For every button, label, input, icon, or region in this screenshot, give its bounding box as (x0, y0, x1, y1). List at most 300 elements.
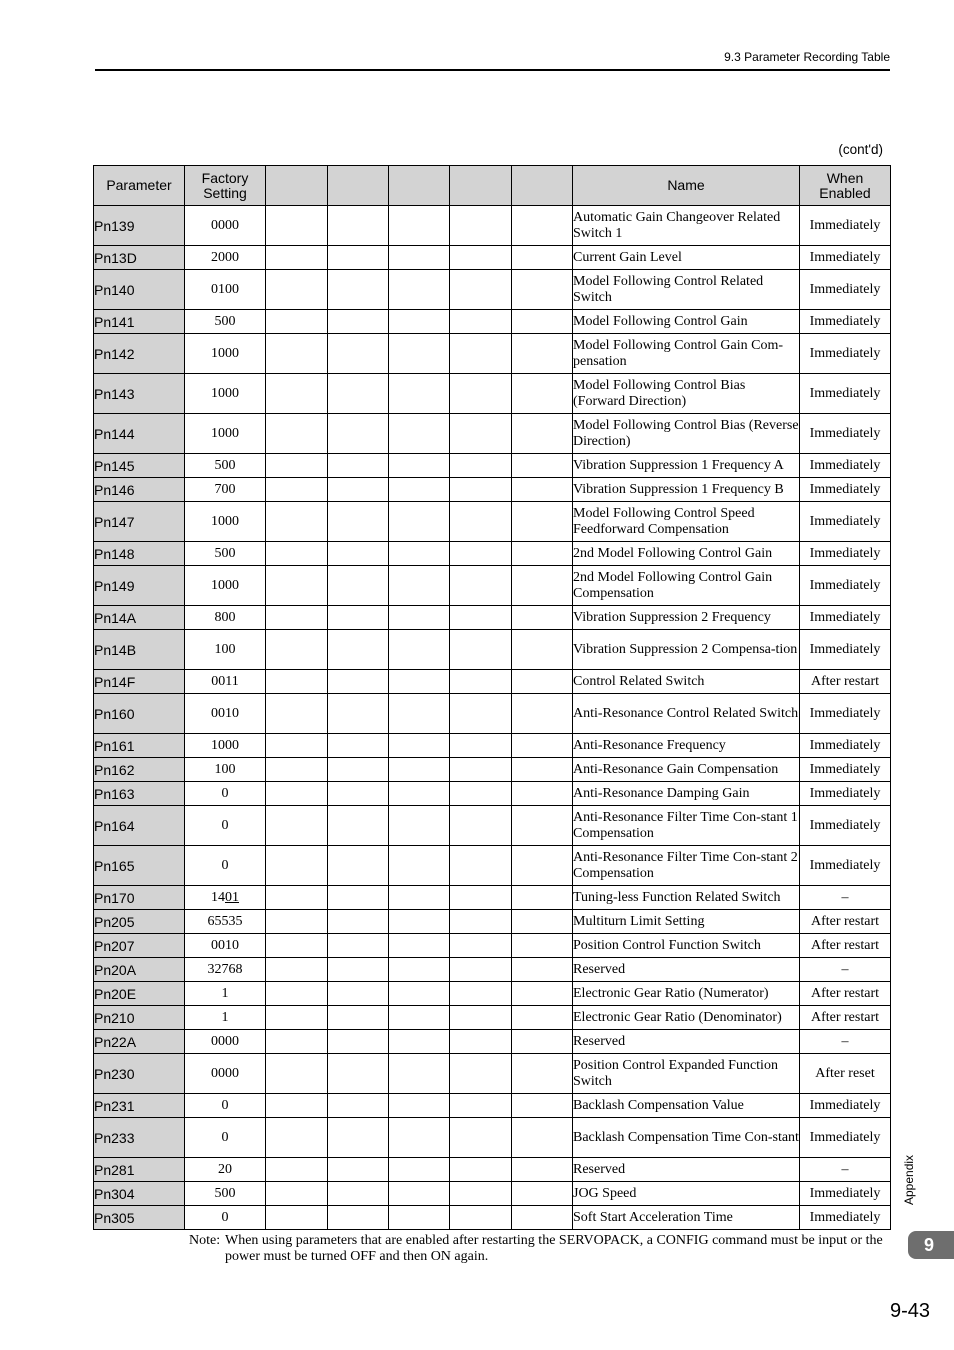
parameter-number: Pn145 (94, 454, 185, 478)
recording-cell (389, 782, 450, 806)
recording-cell (328, 886, 389, 910)
recording-cell (389, 1054, 450, 1094)
table-header-row (94, 166, 891, 206)
factory-setting-value: 500 (185, 542, 266, 566)
parameter-number: Pn230 (94, 1054, 185, 1094)
recording-cell (328, 958, 389, 982)
recording-cell (266, 734, 328, 758)
recording-cell (328, 694, 389, 734)
parameter-number: Pn147 (94, 502, 185, 542)
recording-cell (266, 1030, 328, 1054)
factory-setting-value: 2000 (185, 246, 266, 270)
recording-cell (266, 374, 328, 414)
recording-cell (266, 846, 328, 886)
recording-cell (266, 670, 328, 694)
recording-cell (328, 982, 389, 1006)
recording-cell (266, 1118, 328, 1158)
when-enabled-value: Immediately (800, 1182, 891, 1206)
recording-cell (266, 310, 328, 334)
factory-setting-value: 1000 (185, 334, 266, 374)
table-row (94, 454, 891, 478)
recording-cell (512, 478, 573, 502)
recording-cell (512, 934, 573, 958)
column-header-blank (450, 166, 512, 206)
recording-cell (450, 1006, 512, 1030)
table-row (94, 566, 891, 606)
recording-cell (389, 1182, 450, 1206)
column-header-blank (266, 166, 328, 206)
recording-cell (389, 414, 450, 454)
when-enabled-value: Immediately (800, 782, 891, 806)
recording-cell (512, 846, 573, 886)
parameter-name: Backlash Compensation Value (573, 1094, 800, 1118)
chapter-tab: 9 (908, 1231, 954, 1259)
parameter-name: Multiturn Limit Setting (573, 910, 800, 934)
parameter-number: Pn163 (94, 782, 185, 806)
recording-cell (389, 1118, 450, 1158)
recording-cell (328, 782, 389, 806)
parameter-name: Model Following Control Bias (Reverse Direction) (573, 414, 800, 454)
recording-cell (328, 374, 389, 414)
recording-cell (328, 334, 389, 374)
header-rule (95, 69, 890, 71)
recording-cell (450, 982, 512, 1006)
recording-cell (328, 910, 389, 934)
running-header: 9.3 Parameter Recording Table (724, 50, 890, 64)
recording-cell (450, 206, 512, 246)
recording-cell (450, 846, 512, 886)
factory-setting-value: 0011 (185, 670, 266, 694)
recording-cell (266, 502, 328, 542)
factory-setting-value: 32768 (185, 958, 266, 982)
recording-cell (328, 1182, 389, 1206)
recording-cell (512, 782, 573, 806)
recording-cell (512, 566, 573, 606)
recording-cell (266, 1054, 328, 1094)
parameter-name: Anti-Resonance Gain Compensation (573, 758, 800, 782)
recording-cell (512, 502, 573, 542)
parameter-name: Electronic Gear Ratio (Numerator) (573, 982, 800, 1006)
parameter-name: 2nd Model Following Control Gain Compensation (573, 566, 800, 606)
continued-label: (cont'd) (838, 142, 883, 157)
recording-cell (266, 806, 328, 846)
table-row (94, 670, 891, 694)
factory-setting-value: 500 (185, 454, 266, 478)
appendix-side-label: Appendix (902, 1154, 916, 1205)
recording-cell (450, 1030, 512, 1054)
column-header-blank (512, 166, 573, 206)
recording-cell (512, 454, 573, 478)
parameter-number: Pn170 (94, 886, 185, 910)
when-enabled-value: After reset (800, 1054, 891, 1094)
recording-cell (389, 478, 450, 502)
recording-cell (328, 806, 389, 846)
recording-cell (389, 1158, 450, 1182)
when-enabled-value: Immediately (800, 806, 891, 846)
when-enabled-value: Immediately (800, 478, 891, 502)
recording-cell (512, 246, 573, 270)
parameter-name: Anti-Resonance Control Related Switch (573, 694, 800, 734)
recording-cell (450, 630, 512, 670)
recording-cell (389, 806, 450, 846)
table-row (94, 934, 891, 958)
parameter-number: Pn164 (94, 806, 185, 846)
column-header-parameter: Parameter (94, 166, 185, 206)
parameter-table (93, 165, 891, 1230)
recording-cell (266, 478, 328, 502)
factory-setting-value: 0000 (185, 206, 266, 246)
recording-cell (328, 414, 389, 454)
parameter-name: Position Control Expanded Function Switch (573, 1054, 800, 1094)
recording-cell (512, 1030, 573, 1054)
parameter-name: Tuning-less Function Related Switch (573, 886, 800, 910)
parameter-name: Model Following Control Gain Com-pensation (573, 334, 800, 374)
factory-setting-value (185, 886, 266, 910)
recording-cell (512, 414, 573, 454)
when-enabled-value: Immediately (800, 734, 891, 758)
parameter-number: Pn207 (94, 934, 185, 958)
parameter-number: Pn205 (94, 910, 185, 934)
recording-cell (512, 1094, 573, 1118)
parameter-number: Pn143 (94, 374, 185, 414)
parameter-name: Anti-Resonance Damping Gain (573, 782, 800, 806)
factory-setting-value: 1 (185, 982, 266, 1006)
parameter-number: Pn142 (94, 334, 185, 374)
recording-cell (266, 1094, 328, 1118)
recording-cell (266, 782, 328, 806)
recording-cell (512, 270, 573, 310)
recording-cell (266, 958, 328, 982)
recording-cell (450, 734, 512, 758)
parameter-name: Current Gain Level (573, 246, 800, 270)
recording-cell (328, 1054, 389, 1094)
table-row (94, 1206, 891, 1230)
parameter-number: Pn146 (94, 478, 185, 502)
recording-cell (512, 1158, 573, 1182)
parameter-number: Pn141 (94, 310, 185, 334)
parameter-number: Pn231 (94, 1094, 185, 1118)
parameter-name: Electronic Gear Ratio (Denominator) (573, 1006, 800, 1030)
recording-cell (450, 910, 512, 934)
parameter-number: Pn14B (94, 630, 185, 670)
recording-cell (266, 270, 328, 310)
recording-cell (389, 502, 450, 542)
parameter-name: Control Related Switch (573, 670, 800, 694)
recording-cell (389, 982, 450, 1006)
parameter-number: Pn20A (94, 958, 185, 982)
table-row (94, 1158, 891, 1182)
when-enabled-value: After restart (800, 910, 891, 934)
table-row (94, 1118, 891, 1158)
parameter-name: JOG Speed (573, 1182, 800, 1206)
recording-cell (389, 734, 450, 758)
factory-setting-value: 0100 (185, 270, 266, 310)
table-row (94, 1030, 891, 1054)
table-row (94, 630, 891, 670)
recording-cell (328, 502, 389, 542)
parameter-number: Pn14A (94, 606, 185, 630)
recording-cell (450, 958, 512, 982)
when-enabled-value: Immediately (800, 566, 891, 606)
recording-cell (389, 670, 450, 694)
recording-cell (328, 734, 389, 758)
recording-cell (328, 310, 389, 334)
parameter-name: Model Following Control Bias (Forward Direction) (573, 374, 800, 414)
recording-cell (512, 982, 573, 1006)
recording-cell (389, 934, 450, 958)
recording-cell (512, 1118, 573, 1158)
parameter-number: Pn144 (94, 414, 185, 454)
recording-cell (389, 374, 450, 414)
recording-cell (266, 1206, 328, 1230)
parameter-name: Vibration Suppression 1 Frequency B (573, 478, 800, 502)
parameter-number: Pn304 (94, 1182, 185, 1206)
recording-cell (389, 1094, 450, 1118)
table-row (94, 502, 891, 542)
column-header-blank (328, 166, 389, 206)
table-row (94, 414, 891, 454)
recording-cell (328, 542, 389, 566)
table-row (94, 374, 891, 414)
recording-cell (512, 910, 573, 934)
parameter-name: Model Following Control Speed Feedforward Compensation (573, 502, 800, 542)
recording-cell (266, 886, 328, 910)
recording-cell (450, 934, 512, 958)
parameter-name: Model Following Control Gain (573, 310, 800, 334)
factory-setting-value: 20 (185, 1158, 266, 1182)
when-enabled-value: Immediately (800, 846, 891, 886)
recording-cell (266, 1158, 328, 1182)
factory-setting-value: 0 (185, 1094, 266, 1118)
recording-cell (328, 478, 389, 502)
recording-cell (389, 1030, 450, 1054)
when-enabled-value: Immediately (800, 1118, 891, 1158)
when-enabled-value: Immediately (800, 1094, 891, 1118)
recording-cell (266, 566, 328, 606)
recording-cell (450, 270, 512, 310)
recording-cell (450, 502, 512, 542)
recording-cell (512, 630, 573, 670)
recording-cell (389, 270, 450, 310)
table-row (94, 478, 891, 502)
recording-cell (512, 1206, 573, 1230)
when-enabled-value: Immediately (800, 630, 891, 670)
when-enabled-value: – (800, 886, 891, 910)
recording-cell (266, 542, 328, 566)
recording-cell (450, 1118, 512, 1158)
recording-cell (450, 374, 512, 414)
note-text: When using parameters that are enabled after restarting the SERVOPACK, a CONFIG command must be input or the power must be turned OFF and then ON again. (225, 1233, 883, 1264)
factory-setting-value: 1 (185, 1006, 266, 1030)
parameter-name: Backlash Compensation Time Con-stant (573, 1118, 800, 1158)
recording-cell (328, 758, 389, 782)
parameter-name: Reserved (573, 1030, 800, 1054)
parameter-name: Automatic Gain Changeover Related Switch 1 (573, 206, 800, 246)
note-label: Note: (189, 1233, 221, 1248)
recording-cell (328, 934, 389, 958)
parameter-number: Pn149 (94, 566, 185, 606)
factory-setting-value: 1000 (185, 374, 266, 414)
table-row (94, 1006, 891, 1030)
parameter-number: Pn160 (94, 694, 185, 734)
recording-cell (512, 694, 573, 734)
recording-cell (266, 694, 328, 734)
recording-cell (328, 270, 389, 310)
when-enabled-value: – (800, 1158, 891, 1182)
recording-cell (389, 566, 450, 606)
factory-setting-value: 0 (185, 846, 266, 886)
recording-cell (389, 310, 450, 334)
table-row (94, 310, 891, 334)
recording-cell (389, 206, 450, 246)
recording-cell (512, 206, 573, 246)
parameter-name: Soft Start Acceleration Time (573, 1206, 800, 1230)
recording-cell (450, 606, 512, 630)
recording-cell (450, 886, 512, 910)
recording-cell (266, 910, 328, 934)
recording-cell (450, 246, 512, 270)
recording-cell (450, 1158, 512, 1182)
when-enabled-value: After restart (800, 670, 891, 694)
recording-cell (266, 334, 328, 374)
parameter-name: Vibration Suppression 2 Compensa-tion (573, 630, 800, 670)
when-enabled-value: Immediately (800, 454, 891, 478)
parameter-name: Position Control Function Switch (573, 934, 800, 958)
parameter-name: Reserved (573, 958, 800, 982)
recording-cell (450, 806, 512, 846)
recording-cell (512, 310, 573, 334)
recording-cell (389, 758, 450, 782)
recording-cell (389, 542, 450, 566)
factory-setting-value: 0 (185, 806, 266, 846)
when-enabled-value: Immediately (800, 1206, 891, 1230)
column-header-factory-setting: Factory Setting (185, 166, 266, 206)
parameter-number: Pn13D (94, 246, 185, 270)
column-header-name: Name (573, 166, 800, 206)
table-row (94, 1182, 891, 1206)
table-row (94, 846, 891, 886)
when-enabled-value: After restart (800, 1006, 891, 1030)
when-enabled-value: – (800, 958, 891, 982)
table-row (94, 542, 891, 566)
factory-setting-value: 100 (185, 758, 266, 782)
when-enabled-value: Immediately (800, 414, 891, 454)
column-header-blank (389, 166, 450, 206)
recording-cell (328, 1206, 389, 1230)
recording-cell (450, 1182, 512, 1206)
recording-cell (450, 478, 512, 502)
recording-cell (266, 454, 328, 478)
recording-cell (512, 886, 573, 910)
factory-setting-value: 0 (185, 782, 266, 806)
factory-setting-value: 500 (185, 1182, 266, 1206)
recording-cell (450, 334, 512, 374)
table-body (94, 206, 891, 1230)
recording-cell (450, 542, 512, 566)
table-row (94, 206, 891, 246)
table-row (94, 1054, 891, 1094)
parameter-name: Anti-Resonance Filter Time Con-stant 2 Compensation (573, 846, 800, 886)
recording-cell (389, 694, 450, 734)
factory-setting-value: 0010 (185, 694, 266, 734)
recording-cell (512, 1182, 573, 1206)
recording-cell (389, 958, 450, 982)
recording-cell (512, 670, 573, 694)
recording-cell (389, 846, 450, 886)
recording-cell (266, 414, 328, 454)
recording-cell (266, 982, 328, 1006)
parameter-number: Pn14F (94, 670, 185, 694)
parameter-number: Pn210 (94, 1006, 185, 1030)
parameter-name: Model Following Control Related Switch (573, 270, 800, 310)
table-row (94, 694, 891, 734)
factory-setting-value: 100 (185, 630, 266, 670)
recording-cell (450, 694, 512, 734)
recording-cell (389, 1206, 450, 1230)
factory-setting-value: 800 (185, 606, 266, 630)
recording-cell (389, 910, 450, 934)
when-enabled-value: Immediately (800, 758, 891, 782)
recording-cell (512, 758, 573, 782)
when-enabled-value: Immediately (800, 270, 891, 310)
table-row (94, 782, 891, 806)
factory-setting-value: 1000 (185, 734, 266, 758)
recording-cell (266, 1006, 328, 1030)
page-number: 9-43 (889, 1300, 930, 1322)
recording-cell (450, 1054, 512, 1094)
recording-cell (328, 566, 389, 606)
recording-cell (328, 1094, 389, 1118)
when-enabled-value: Immediately (800, 502, 891, 542)
recording-cell (512, 606, 573, 630)
when-enabled-value: Immediately (800, 694, 891, 734)
recording-cell (328, 1158, 389, 1182)
recording-cell (512, 1006, 573, 1030)
recording-cell (389, 334, 450, 374)
factory-setting-underlined: 01 (225, 889, 239, 905)
factory-setting-value: 0 (185, 1118, 266, 1158)
table-row (94, 806, 891, 846)
recording-cell (512, 958, 573, 982)
factory-setting-value: 500 (185, 310, 266, 334)
table-row (94, 334, 891, 374)
factory-setting-value: 1000 (185, 502, 266, 542)
when-enabled-value: After restart (800, 934, 891, 958)
recording-cell (389, 606, 450, 630)
parameter-number: Pn140 (94, 270, 185, 310)
when-enabled-value: Immediately (800, 206, 891, 246)
recording-cell (328, 1030, 389, 1054)
recording-cell (512, 542, 573, 566)
recording-cell (266, 934, 328, 958)
parameter-number: Pn22A (94, 1030, 185, 1054)
recording-cell (266, 630, 328, 670)
parameter-name: Anti-Resonance Filter Time Con-stant 1 Compensation (573, 806, 800, 846)
parameter-name: Reserved (573, 1158, 800, 1182)
recording-cell (450, 414, 512, 454)
table-row (94, 958, 891, 982)
factory-setting-value: 0010 (185, 934, 266, 958)
recording-cell (450, 758, 512, 782)
table-row (94, 1094, 891, 1118)
recording-cell (389, 246, 450, 270)
table-row (94, 982, 891, 1006)
parameter-name: Anti-Resonance Frequency (573, 734, 800, 758)
factory-setting-value: 0000 (185, 1054, 266, 1094)
recording-cell (328, 606, 389, 630)
factory-setting-value: 1000 (185, 566, 266, 606)
recording-cell (512, 334, 573, 374)
